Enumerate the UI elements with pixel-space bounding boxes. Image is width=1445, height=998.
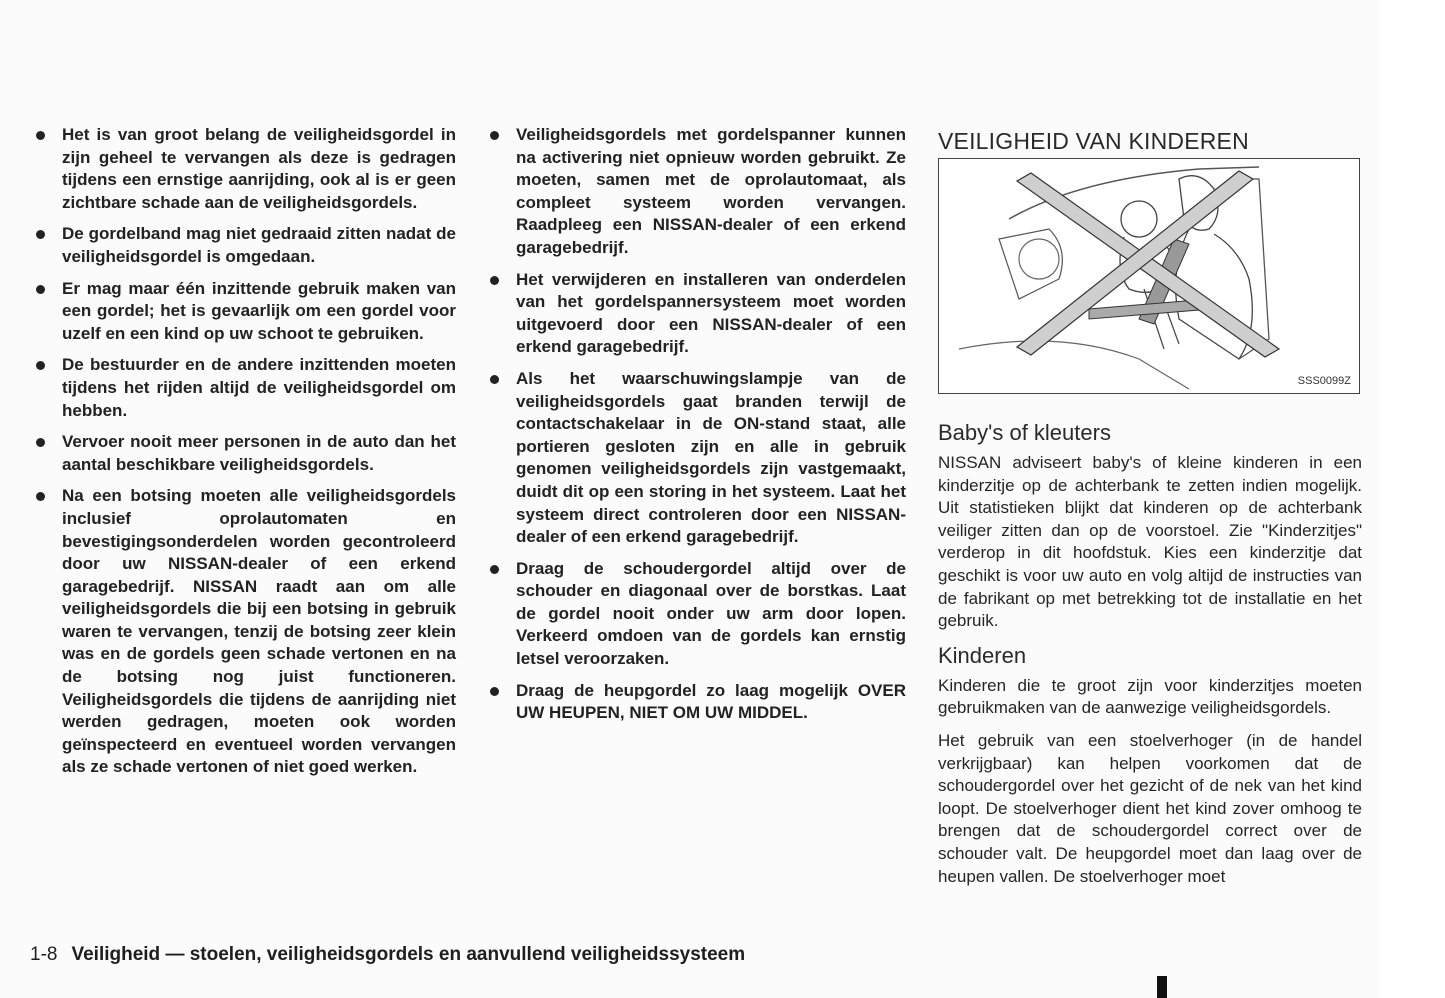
page-number: 1-8	[30, 944, 58, 965]
column-left	[36, 124, 456, 788]
bullet-item: Draag de heupgordel zo laag mogelijk OVER UW HEUPEN, NIET OM UW MIDDEL.	[490, 680, 906, 725]
bullet-item: De bestuurder en de andere inzittenden moeten tijdens het rijden altijd de veiligheidsgordel om hebben.	[36, 354, 456, 422]
bullet-item: Het is van groot belang de veiligheidsgordel in zijn geheel te vervangen als deze is gedragen tijdens een ernstige aanrijding, ook al is er geen zichtbare schade aan de veiligheidsgordels.	[36, 124, 456, 214]
bullet-item: Draag de schoudergordel altijd over de schouder en diagonaal over de borstkas. Laat de gordel nooit onder uw arm door lopen. Verkeerd omdoen van de gordels kan ernstig letsel veroorzaken.	[490, 558, 906, 671]
paragraph: NISSAN adviseert baby's of kleine kinderen in een kinderzitje op de achterbank te zetten indien mogelijk. Uit statistieken blijkt dat kinderen op de achterbank veiliger zitten dan op de voorstoel. Zie "Kinderzitjes" verderop in dit hoofdstuk. Kies een kinderzitje dat geschikt is voor uw auto en volg altijd de instructies van de fabrikant op met betrekking tot de installatie en het gebruik.	[938, 453, 1362, 631]
column-right	[938, 124, 1362, 898]
bullet-item: Als het waarschuwingslampje van de veiligheidsgordels gaat branden terwijl de contactschakelaar in de ON-stand staat, alle portieren gesloten zijn en alle in gebruik genomen veiligheidsgordels zijn vastgemaakt, duidt dit op een storing in het systeem. Laat het systeem direct controleren door een NISSAN-dealer of een erkend garagebedrijf.	[490, 368, 906, 549]
bullet-item: De gordelband mag niet gedraaid zitten nadat de veiligheidsgordel is omgedaan.	[36, 223, 456, 268]
page-footer	[30, 944, 745, 966]
bullet-item: Veiligheidsgordels met gordelspanner kunnen na activering niet opnieuw worden gebruikt. Ze moeten, samen met de oprolautomaat, als compleet systeem worden vervangen. Raadpleeg een NISSAN-dealer of een erkend garagebedrijf.	[490, 124, 906, 260]
bullet-item: Er mag maar één inzittende gebruik maken van een gordel; het is gevaarlijk om een gordel voor uzelf en een kind op uw schoot te gebruiken.	[36, 278, 456, 346]
subheading-babies: Baby's of kleuters	[938, 420, 1111, 445]
footer-title: Veiligheid — stoelen, veiligheidsgordels en aanvullend veiligheidssysteem	[71, 944, 746, 965]
section-title: VEILIGHEID VAN KINDEREN	[938, 128, 1249, 154]
illustration-svg	[939, 159, 1359, 393]
bullet-item: Het verwijderen en installeren van onderdelen van het gordelspannersysteem moet worden uitgevoerd door een NISSAN-dealer of een erkend garagebedrijf.	[490, 269, 906, 359]
paragraph: Kinderen die te groot zijn voor kinderzitjes moeten gebruikmaken van de aanwezige veiligheidsgordels.	[938, 675, 1362, 718]
child-on-lap-illustration	[938, 158, 1360, 394]
subheading-children: Kinderen	[938, 642, 1027, 668]
figure-code: SSS0099Z	[1297, 375, 1351, 387]
bullet-item: Vervoer nooit meer personen in de auto dan het aantal beschikbare veiligheidsgordels.	[36, 431, 456, 476]
bullet-list-left	[36, 124, 456, 779]
column-middle	[490, 124, 906, 734]
bullet-item: Na een botsing moeten alle veiligheidsgordels inclusief oprolautomaten en bevestigingsonderdelen worden gecontroleerd door uw NISSAN-dealer of een erkend garagebedrijf. NISSAN raadt aan om alle veiligheidsgordels die bij een botsing in gebruik waren te vervangen, tenzij de botsing zeer klein was en de gordels geen schade vertonen en na de botsing nog juist functioneren. Veiligheidsgordels die tijdens de aanrijding niet werden gedragen, moeten ook worden geïnspecteerd en eventueel worden vervangen als ze schade vertonen of niet goed werken.	[36, 485, 456, 779]
thumb-index-marker	[1157, 976, 1167, 998]
paragraph: Het gebruik van een stoelverhoger (in de handel verkrijgbaar) kan helpen voorkomen dat de schoudergordel over het gezicht of de nek van het kind loopt. De stoelverhoger dient het kind zover omhoog te brengen dat de schoudergordel correct over de schouder valt. De heupgordel moet dan laag over de heupen vallen. De stoelverhoger moet	[938, 730, 1362, 886]
bullet-list-middle	[490, 124, 906, 725]
